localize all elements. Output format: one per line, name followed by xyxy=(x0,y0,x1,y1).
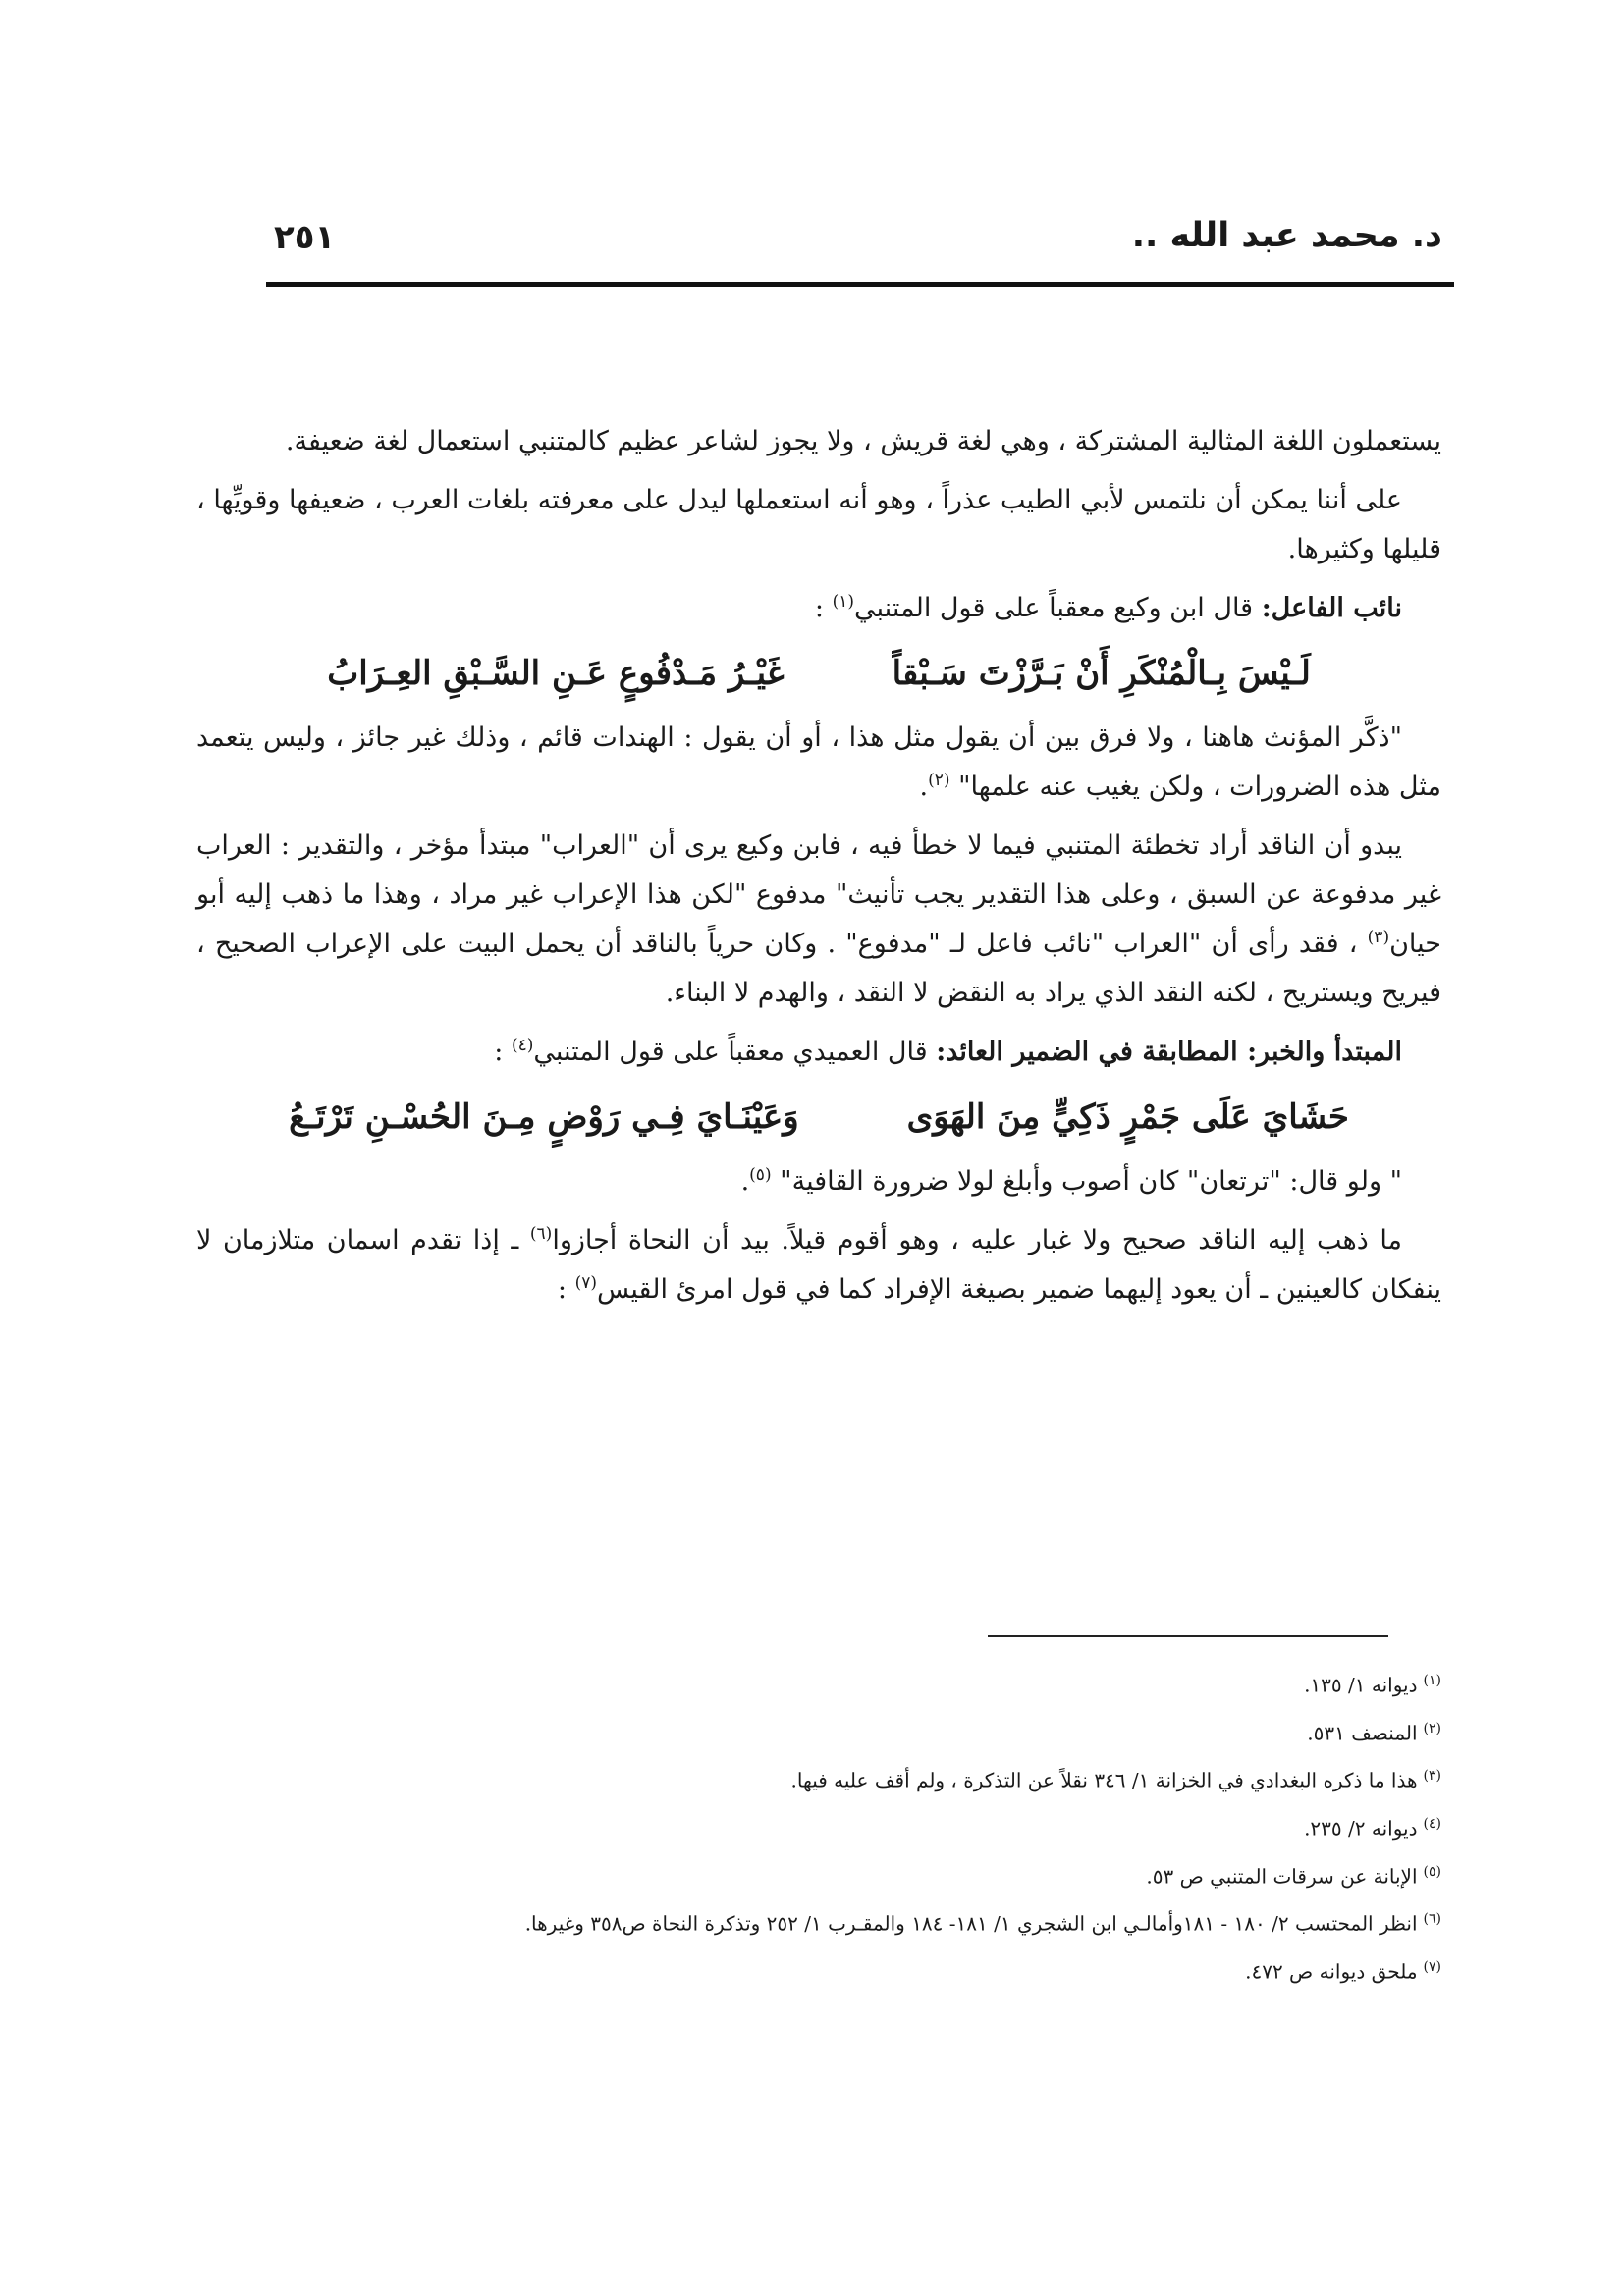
paragraph-3 xyxy=(196,584,1441,633)
verse-1 xyxy=(196,643,1441,704)
section-heading-passive-subject: نائب الفاعل: xyxy=(1261,593,1402,623)
paragraph-4-text: "ذكَّر المؤنث هاهنا ، ولا فرق بين أن يقول مثل هذا ، أو أن يقول : الهندات قائم ، وذلك غير جائز ، وليس يتعمد مثل هذه الضرورات ، ولكن يغيب عنه علمها" xyxy=(196,722,1441,802)
footnote-ref-4: (٤) xyxy=(511,1036,534,1055)
footnote-number: (٥) xyxy=(1423,1863,1441,1880)
paragraph-7-text: " ولو قال: "ترتعان" كان أصوب وأبلغ لولا ضرورة القافية" xyxy=(780,1166,1402,1197)
verse-1-first-hemistich: لَـيْسَ بِـالْمُنْكَرِ أَنْ بَـرَّزْتَ سَـبْقاً xyxy=(892,654,1311,693)
paragraph-5-text-a: يبدو أن الناقد أراد تخطئة المتنبي فيما لا خطأ فيه ، فابن وكيع يرى أن "العراب" مبتدأ مؤخر ، والتقدير : العراب غير مدفوعة عن السبق ، وعلى هذا التقدير يجب تأنيث" مدفوع "لكن هذا الإعراب غير مراد ، وهذا ما ذهب إليه أبو حيان xyxy=(196,830,1441,959)
paragraph-1-text: يستعملون اللغة المثالية المشتركة ، وهي لغة قريش ، ولا يجوز لشاعر عظيم كالمتنبي استعمال لغة ضعيفة. xyxy=(285,426,1441,456)
footnote-item xyxy=(196,1659,1441,1707)
footnote-item xyxy=(196,1850,1441,1898)
footnote-item xyxy=(196,1707,1441,1755)
verse-2-first-hemistich: حَشَايَ عَلَى جَمْرٍ ذَكِيٍّ مِنَ الهَوَى xyxy=(906,1097,1349,1137)
paragraph-3-text: قال ابن وكيع معقباً على قول المتنبي xyxy=(854,593,1254,623)
footnote-number: (٣) xyxy=(1423,1768,1441,1785)
footnote-text: ديوانه ٢/ ٢٣٥. xyxy=(1304,1816,1418,1841)
paragraph-1 xyxy=(196,417,1441,466)
footnote-ref-1: (١) xyxy=(832,592,855,612)
footnote-text: ديوانه ١/ ١٣٥. xyxy=(1304,1673,1418,1697)
footnote-number: (٢) xyxy=(1423,1720,1441,1736)
footnote-number: (٦) xyxy=(1423,1911,1441,1928)
footnote-text: الإبانة عن سرقات المتنبي ص ٥٣. xyxy=(1146,1864,1418,1889)
footnote-ref-7: (٧) xyxy=(574,1273,597,1293)
footnote-text: ملحق ديوانه ص ٤٧٢. xyxy=(1245,1959,1418,1984)
footnote-text: انظر المحتسب ٢/ ١٨٠ - ١٨١وأمالـي ابن الشجري ١/ ١٨١- ١٨٤ والمقـرب ١/ ٢٥٢ وتذكرة النحاة ص٣٥٨ وغيرها. xyxy=(524,1911,1418,1936)
footnote-item xyxy=(196,1754,1441,1802)
paragraph-8-text-a: ما ذهب إليه الناقد صحيح ولا غبار عليه ، وهو أقوم قيلاً. بيد أن النحاة أجازوا xyxy=(552,1225,1403,1255)
footnote-ref-3: (٣) xyxy=(1367,928,1390,947)
page-number: ٢٥١ xyxy=(274,218,336,257)
paragraph-3-end: : xyxy=(814,593,825,623)
page-header xyxy=(266,208,1454,287)
paragraph-5 xyxy=(196,822,1441,1018)
footnote-number: (١) xyxy=(1423,1673,1441,1688)
footnote-text: هذا ما ذكره البغدادي في الخزانة ١/ ٣٤٦ نقلاً عن التذكرة ، ولم أقف عليه فيها. xyxy=(790,1768,1418,1792)
footnote-ref-6: (٦) xyxy=(529,1224,553,1244)
footnote-ref-2: (٢) xyxy=(928,771,950,790)
paragraph-8-text-b: ـ إذا تقدم اسمان متلازمان لا ينفكان كالعينين ـ أن يعود إليهما ضمير بصيغة الإفراد كما في قول امرئ القيس xyxy=(196,1225,1441,1305)
paragraph-2 xyxy=(196,476,1441,574)
verse-2 xyxy=(196,1087,1441,1148)
paragraph-8 xyxy=(196,1216,1441,1314)
footnote-item xyxy=(196,1946,1441,1994)
footnote-number: (٤) xyxy=(1423,1815,1441,1832)
footnote-item xyxy=(196,1802,1441,1850)
paragraph-6-text: قال العميدي معقباً على قول المتنبي xyxy=(533,1037,928,1067)
paragraph-2-text: على أننا يمكن أن نلتمس لأبي الطيب عذراً ، وهو أنه استعملها ليدل على معرفته بلغات العرب ، ضعيفها وقويِّها ، قليلها وكثيرها. xyxy=(196,485,1441,564)
paragraph-6-end: : xyxy=(494,1037,504,1067)
paragraph-8-end: : xyxy=(557,1274,567,1305)
verse-1-second-hemistich: غَيْـرُ مَـدْفُوعٍ عَـنِ السَّـبْقِ العِـرَابُ xyxy=(327,654,785,693)
paragraph-7-end: . xyxy=(740,1166,750,1197)
footnote-item xyxy=(196,1897,1441,1946)
section-heading-subject-predicate: المبتدأ والخبر: المطابقة في الضمير العائد: xyxy=(936,1037,1402,1067)
verse-2-second-hemistich: وَعَيْنَـايَ فِـي رَوْضٍ مِـنَ الحُسْـنِ تَرْتَـعُ xyxy=(289,1097,799,1137)
footnotes-list xyxy=(196,1659,1441,1994)
running-head-author: د. محمد عبد الله .. xyxy=(1131,216,1442,255)
footnote-text: المنصف ٥٣١. xyxy=(1307,1721,1418,1745)
paragraph-6 xyxy=(196,1028,1441,1077)
paragraph-7 xyxy=(196,1157,1441,1206)
footnote-ref-5: (٥) xyxy=(749,1165,772,1185)
paragraph-4-end: . xyxy=(919,772,929,802)
paragraph-5-text-b: ، فقد رأى أن "العراب "نائب فاعل لـ "مدفوع" . وكان حرياً بالناقد أن يحمل البيت على الإعراب الصحيح ، فيريح ويستريح ، لكنه النقد الذي يراد به النقض لا النقد ، والهدم لا البناء. xyxy=(196,929,1441,1008)
page-body xyxy=(196,417,1441,1324)
footnote-number: (٧) xyxy=(1423,1958,1441,1975)
footnote-separator xyxy=(988,1635,1388,1637)
paragraph-4 xyxy=(196,714,1441,812)
